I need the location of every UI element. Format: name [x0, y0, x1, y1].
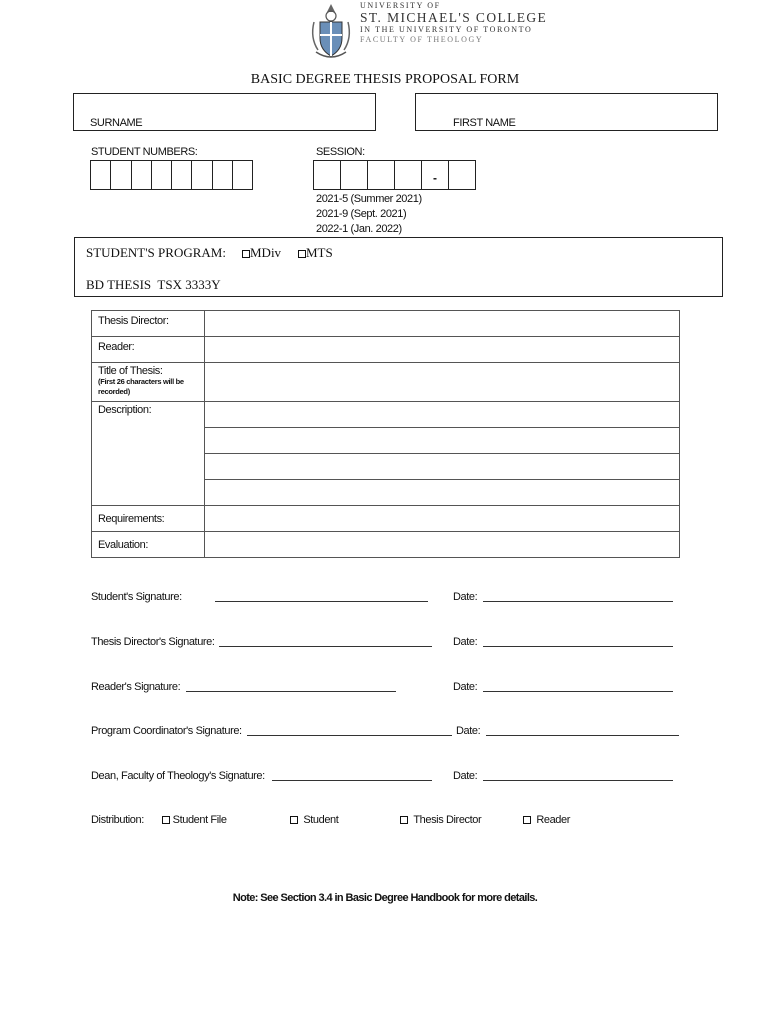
title-of-thesis-label: Title of Thesis: — [98, 365, 163, 377]
session-cell[interactable] — [313, 160, 341, 190]
table-row — [92, 532, 680, 558]
evaluation-field[interactable] — [205, 532, 680, 558]
student-number-cell[interactable] — [171, 160, 192, 190]
session-option: 2021-5 (Summer 2021) — [316, 193, 422, 205]
description-field-line[interactable] — [205, 454, 680, 480]
distribution-option-thesis-director[interactable] — [400, 814, 481, 826]
date-label: Date: — [453, 591, 478, 603]
logo-line-faculty: FACULTY OF THEOLOGY — [360, 34, 484, 44]
table-row — [92, 402, 680, 428]
reader-signature-label: Reader's Signature: — [91, 681, 181, 693]
title-of-thesis-cell — [92, 363, 205, 402]
thesis-director-field[interactable] — [205, 311, 680, 337]
dean-signature-row — [91, 770, 265, 782]
session-cell[interactable] — [448, 160, 476, 190]
thesis-info-table — [91, 310, 680, 558]
logo-line-university-of: UNIVERSITY OF — [360, 1, 441, 10]
coordinator-signature-row — [91, 725, 242, 737]
program-box — [74, 237, 723, 297]
student-number-cell[interactable] — [151, 160, 172, 190]
table-row — [92, 506, 680, 532]
student-signature-line[interactable] — [215, 593, 428, 602]
student-numbers-label: STUDENT NUMBERS: — [91, 146, 198, 158]
checkbox-icon[interactable] — [523, 816, 531, 824]
date-line[interactable] — [486, 727, 679, 736]
date-label: Date: — [453, 681, 478, 693]
description-field-line[interactable] — [205, 480, 680, 506]
mts-label: MTS — [306, 245, 333, 260]
distribution-option-student[interactable] — [290, 814, 338, 826]
table-row — [92, 363, 680, 402]
program-option-mts[interactable] — [298, 245, 333, 261]
table-row — [92, 337, 680, 363]
date-label: Date: — [453, 636, 478, 648]
director-signature-line[interactable] — [219, 638, 432, 647]
date-line[interactable] — [483, 593, 673, 602]
session-label: SESSION: — [316, 146, 365, 158]
reader-option-label: Reader — [536, 814, 570, 826]
description-field-line[interactable] — [205, 402, 680, 428]
student-number-cells[interactable] — [91, 160, 253, 190]
program-label: STUDENT'S PROGRAM: — [86, 245, 226, 260]
logo-line-in-university: IN THE UNIVERSITY OF TORONTO — [360, 24, 533, 34]
student-number-cell[interactable] — [232, 160, 253, 190]
reader-signature-line[interactable] — [186, 683, 396, 692]
first-name-field[interactable] — [415, 93, 718, 131]
description-field-line[interactable] — [205, 428, 680, 454]
logo-line-college-name: ST. MICHAEL'S COLLEGE — [360, 10, 548, 25]
checkbox-icon[interactable] — [290, 816, 298, 824]
reader-label: Reader: — [92, 337, 205, 363]
student-file-label: Student File — [172, 814, 227, 826]
surname-label: SURNAME — [90, 117, 143, 129]
coordinator-signature-label: Program Coordinator's Signature: — [91, 725, 242, 737]
date-line[interactable] — [483, 638, 673, 647]
college-crest-logo — [308, 2, 354, 62]
mdiv-label: MDiv — [250, 245, 282, 260]
student-number-cell[interactable] — [191, 160, 212, 190]
student-number-cell[interactable] — [90, 160, 111, 190]
session-dash: - — [421, 160, 449, 190]
distribution-option-reader[interactable] — [523, 814, 570, 826]
distribution-option-student-file[interactable] — [162, 814, 227, 826]
program-option-mdiv[interactable] — [242, 245, 281, 261]
first-name-label: FIRST NAME — [453, 117, 516, 129]
director-signature-label: Thesis Director's Signature: — [91, 636, 215, 648]
dean-signature-label: Dean, Faculty of Theology's Signature: — [91, 770, 265, 782]
student-number-cell[interactable] — [212, 160, 233, 190]
student-number-cell[interactable] — [110, 160, 131, 190]
dean-signature-line[interactable] — [272, 772, 432, 781]
reader-signature-row — [91, 681, 180, 693]
session-cells[interactable] — [314, 160, 476, 190]
date-line[interactable] — [483, 772, 673, 781]
evaluation-label: Evaluation: — [92, 532, 205, 558]
form-title: BASIC DEGREE THESIS PROPOSAL FORM — [250, 72, 520, 87]
student-number-cell[interactable] — [131, 160, 152, 190]
reader-field[interactable] — [205, 337, 680, 363]
title-of-thesis-field[interactable] — [205, 363, 680, 402]
description-label: Description: — [92, 402, 205, 506]
director-signature-row — [91, 636, 215, 648]
session-options — [316, 192, 422, 237]
student-label: Student — [303, 814, 339, 826]
student-signature-label: Student's Signature: — [91, 591, 182, 603]
student-signature-row — [91, 591, 182, 603]
distribution-label: Distribution: — [91, 814, 144, 826]
date-label: Date: — [456, 725, 481, 737]
requirements-field[interactable] — [205, 506, 680, 532]
session-option: 2021-9 (Sept. 2021) — [316, 208, 407, 220]
checkbox-icon[interactable] — [400, 816, 408, 824]
coordinator-signature-line[interactable] — [247, 727, 452, 736]
session-cell[interactable] — [367, 160, 395, 190]
requirements-label: Requirements: — [92, 506, 205, 532]
footnote: Note: See Section 3.4 in Basic Degree Handbook for more details. — [232, 892, 538, 904]
table-row — [92, 311, 680, 337]
course-code: BD THESIS TSX 3333Y — [86, 277, 221, 292]
surname-field[interactable] — [73, 93, 376, 131]
college-wordmark — [360, 2, 547, 44]
session-cell[interactable] — [340, 160, 368, 190]
date-line[interactable] — [483, 683, 673, 692]
checkbox-icon[interactable] — [298, 250, 306, 258]
thesis-director-label: Thesis Director — [413, 814, 482, 826]
thesis-director-label: Thesis Director: — [92, 311, 205, 337]
title-note: (First 26 characters will be recorded) — [98, 377, 184, 396]
session-cell[interactable] — [394, 160, 422, 190]
date-label: Date: — [453, 770, 478, 782]
checkbox-icon[interactable] — [162, 816, 170, 824]
session-option: 2022-1 (Jan. 2022) — [316, 223, 402, 235]
checkbox-icon[interactable] — [242, 250, 250, 258]
